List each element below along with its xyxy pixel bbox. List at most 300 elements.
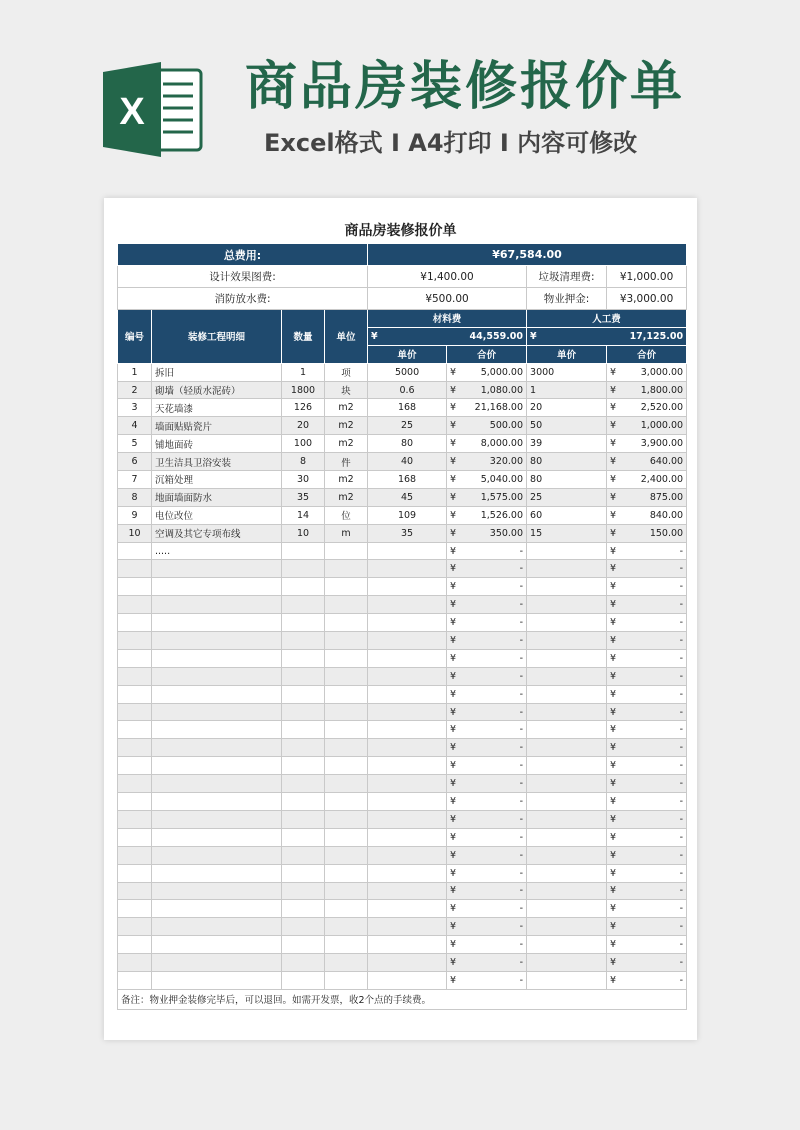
empty-row bbox=[118, 954, 687, 972]
currency-symbol: ¥ bbox=[450, 670, 457, 682]
row-labor-price: 80 bbox=[527, 453, 607, 471]
empty-unit bbox=[325, 649, 368, 667]
empty-material-price bbox=[368, 721, 447, 739]
row-labor-total-value: 640.00 bbox=[649, 456, 684, 468]
header-unit: 单位 bbox=[325, 310, 368, 364]
currency-symbol: ¥ bbox=[610, 491, 617, 503]
empty-material-total-value: - bbox=[519, 849, 524, 861]
header-no: 编号 bbox=[118, 310, 152, 364]
empty-material-total-value: - bbox=[519, 795, 524, 807]
empty-labor-price bbox=[527, 882, 607, 900]
empty-material-price bbox=[368, 614, 447, 632]
empty-material-total bbox=[447, 882, 527, 900]
empty-qty bbox=[282, 542, 325, 560]
empty-detail bbox=[152, 793, 282, 811]
row-labor-total-value: 1,000.00 bbox=[640, 420, 684, 432]
empty-qty bbox=[282, 721, 325, 739]
empty-qty bbox=[282, 793, 325, 811]
empty-material-total bbox=[447, 596, 527, 614]
row-material-price: 40 bbox=[368, 453, 447, 471]
currency-symbol: ¥ bbox=[610, 957, 617, 968]
empty-qty bbox=[282, 667, 325, 685]
empty-labor-total bbox=[607, 918, 687, 936]
row-labor-price: 3000 bbox=[527, 363, 607, 381]
empty-material-price bbox=[368, 918, 447, 936]
row-labor-total bbox=[607, 506, 687, 524]
table-row bbox=[118, 524, 687, 542]
table-row bbox=[118, 471, 687, 489]
empty-material-total-value: - bbox=[519, 634, 524, 646]
empty-material-total bbox=[447, 864, 527, 882]
row-material-price: 168 bbox=[368, 471, 447, 489]
empty-unit bbox=[325, 542, 368, 560]
empty-detail bbox=[152, 757, 282, 775]
row-labor-total bbox=[607, 417, 687, 435]
currency-symbol: ¥ bbox=[610, 760, 617, 772]
currency-symbol: ¥ bbox=[450, 402, 457, 414]
empty-detail bbox=[152, 954, 282, 972]
empty-no bbox=[118, 703, 152, 721]
empty-qty bbox=[282, 703, 325, 721]
empty-material-total-value: - bbox=[519, 706, 524, 718]
table-row bbox=[118, 399, 687, 417]
empty-labor-total-value: - bbox=[679, 957, 684, 968]
row-ellipsis: ..... bbox=[152, 542, 282, 560]
empty-labor-total bbox=[607, 971, 687, 989]
empty-qty bbox=[282, 775, 325, 793]
row-material-price: 5000 bbox=[368, 363, 447, 381]
total-row bbox=[118, 244, 687, 266]
currency-symbol: ¥ bbox=[610, 652, 617, 664]
empty-labor-total-value: - bbox=[679, 974, 684, 986]
row-unit: m2 bbox=[325, 435, 368, 453]
empty-no bbox=[118, 757, 152, 775]
row-labor-total-value: 2,400.00 bbox=[640, 473, 684, 485]
empty-material-price bbox=[368, 793, 447, 811]
currency-symbol: ¥ bbox=[610, 742, 617, 754]
empty-labor-total-value: - bbox=[679, 617, 684, 629]
row-labor-price: 80 bbox=[527, 471, 607, 489]
empty-labor-price bbox=[527, 864, 607, 882]
empty-unit bbox=[325, 775, 368, 793]
empty-unit bbox=[325, 667, 368, 685]
table-row bbox=[118, 488, 687, 506]
empty-labor-price bbox=[527, 667, 607, 685]
empty-material-total bbox=[447, 614, 527, 632]
empty-material-total-value: - bbox=[519, 688, 524, 700]
row-material-price: 25 bbox=[368, 417, 447, 435]
row-material-total bbox=[447, 363, 527, 381]
currency-symbol: ¥ bbox=[450, 849, 457, 861]
empty-labor-price bbox=[527, 775, 607, 793]
currency-symbol: ¥ bbox=[450, 939, 457, 951]
empty-material-total bbox=[447, 828, 527, 846]
empty-material-total bbox=[447, 685, 527, 703]
table-row bbox=[118, 435, 687, 453]
empty-row bbox=[118, 649, 687, 667]
row-material-total bbox=[447, 381, 527, 399]
currency-symbol: ¥ bbox=[450, 724, 457, 736]
info-value: ¥1,400.00 bbox=[368, 266, 527, 288]
empty-labor-total-value: - bbox=[679, 849, 684, 861]
note-row bbox=[118, 989, 687, 1009]
empty-qty bbox=[282, 614, 325, 632]
empty-material-total bbox=[447, 775, 527, 793]
currency-symbol: ¥ bbox=[610, 670, 617, 682]
empty-detail bbox=[152, 828, 282, 846]
empty-no bbox=[118, 810, 152, 828]
row-labor-total-value: 875.00 bbox=[649, 491, 684, 503]
empty-labor-total bbox=[607, 685, 687, 703]
empty-labor-total bbox=[607, 578, 687, 596]
empty-row bbox=[118, 846, 687, 864]
row-material-total bbox=[447, 488, 527, 506]
empty-row bbox=[118, 757, 687, 775]
empty-labor-total bbox=[607, 828, 687, 846]
row-material-total bbox=[447, 524, 527, 542]
row-unit: m2 bbox=[325, 399, 368, 417]
empty-material-price bbox=[368, 667, 447, 685]
empty-labor-total-value: - bbox=[679, 778, 684, 790]
empty-labor-total-value: - bbox=[679, 581, 684, 593]
currency-symbol: ¥ bbox=[610, 885, 617, 897]
row-detail: 沉箱处理 bbox=[152, 471, 282, 489]
currency-symbol: ¥ bbox=[450, 813, 457, 825]
currency-symbol: ¥ bbox=[450, 599, 457, 611]
empty-unit bbox=[325, 882, 368, 900]
table-row bbox=[118, 363, 687, 381]
empty-unit bbox=[325, 900, 368, 918]
empty-detail bbox=[152, 596, 282, 614]
row-no: 6 bbox=[118, 453, 152, 471]
row-labor-price: 1 bbox=[527, 381, 607, 399]
header-row bbox=[118, 310, 687, 328]
row-labor-total bbox=[607, 399, 687, 417]
empty-labor-price bbox=[527, 614, 607, 632]
empty-material-total bbox=[447, 578, 527, 596]
empty-material-price bbox=[368, 971, 447, 989]
empty-labor-total-value: - bbox=[679, 563, 684, 575]
currency-symbol: ¥ bbox=[610, 831, 617, 843]
empty-material-price bbox=[368, 596, 447, 614]
row-labor-total bbox=[607, 435, 687, 453]
currency-symbol: ¥ bbox=[371, 330, 378, 342]
empty-no bbox=[118, 846, 152, 864]
empty-material-total bbox=[447, 936, 527, 954]
empty-detail bbox=[152, 721, 282, 739]
empty-no bbox=[118, 614, 152, 632]
empty-no bbox=[118, 900, 152, 918]
empty-row bbox=[118, 703, 687, 721]
empty-material-total bbox=[447, 954, 527, 972]
empty-material-total-value: - bbox=[519, 957, 524, 968]
empty-labor-total bbox=[607, 900, 687, 918]
empty-row bbox=[118, 936, 687, 954]
empty-row bbox=[118, 721, 687, 739]
empty-material-total-value: - bbox=[519, 563, 524, 575]
currency-symbol: ¥ bbox=[610, 509, 617, 521]
row-labor-total-value: 3,900.00 bbox=[640, 438, 684, 450]
row-material-total-value: 5,040.00 bbox=[480, 473, 524, 485]
empty-no bbox=[118, 739, 152, 757]
empty-no bbox=[118, 918, 152, 936]
currency-symbol: ¥ bbox=[450, 921, 457, 933]
currency-symbol: ¥ bbox=[450, 438, 457, 450]
empty-material-price bbox=[368, 864, 447, 882]
currency-symbol: ¥ bbox=[450, 420, 457, 432]
row-labor-price: 15 bbox=[527, 524, 607, 542]
empty-unit bbox=[325, 918, 368, 936]
currency-symbol: ¥ bbox=[450, 581, 457, 593]
currency-symbol: ¥ bbox=[610, 384, 617, 396]
empty-labor-price bbox=[527, 954, 607, 972]
empty-row bbox=[118, 918, 687, 936]
empty-no bbox=[118, 632, 152, 650]
sheet-title: 商品房装修报价单 bbox=[344, 223, 457, 239]
empty-material-total bbox=[447, 667, 527, 685]
empty-no bbox=[118, 685, 152, 703]
empty-material-total-value: - bbox=[519, 670, 524, 682]
empty-labor-total bbox=[607, 596, 687, 614]
empty-material-total-value: - bbox=[519, 724, 524, 736]
empty-row bbox=[118, 810, 687, 828]
currency-symbol: ¥ bbox=[610, 545, 617, 557]
currency-symbol: ¥ bbox=[610, 813, 617, 825]
empty-material-total bbox=[447, 793, 527, 811]
empty-labor-total-value: - bbox=[679, 885, 684, 897]
empty-labor-price bbox=[527, 721, 607, 739]
empty-material-price bbox=[368, 810, 447, 828]
empty-labor-total-value: - bbox=[679, 545, 684, 557]
empty-no bbox=[118, 775, 152, 793]
row-material-price: 35 bbox=[368, 524, 447, 542]
empty-labor-total-value: - bbox=[679, 599, 684, 611]
info-row bbox=[118, 288, 687, 310]
empty-material-total-value: - bbox=[519, 921, 524, 933]
empty-no bbox=[118, 793, 152, 811]
row-no: 10 bbox=[118, 524, 152, 542]
empty-row bbox=[118, 739, 687, 757]
currency-symbol: ¥ bbox=[610, 438, 617, 450]
row-detail: 铺地面砖 bbox=[152, 435, 282, 453]
empty-labor-total-value: - bbox=[679, 921, 684, 933]
empty-material-total-value: - bbox=[519, 617, 524, 629]
empty-qty bbox=[282, 828, 325, 846]
material-total-cell bbox=[368, 327, 527, 345]
empty-labor-price bbox=[527, 828, 607, 846]
row-qty: 100 bbox=[282, 435, 325, 453]
empty-detail bbox=[152, 632, 282, 650]
empty-material-total bbox=[447, 649, 527, 667]
empty-labor-total-value: - bbox=[679, 742, 684, 754]
currency-symbol: ¥ bbox=[450, 688, 457, 700]
empty-labor-price bbox=[527, 739, 607, 757]
banner-title: 商品房装修报价单 bbox=[245, 57, 686, 117]
row-material-total bbox=[447, 435, 527, 453]
info-label: 设计效果图费: bbox=[118, 266, 368, 288]
row-qty: 126 bbox=[282, 399, 325, 417]
empty-qty bbox=[282, 810, 325, 828]
empty-material-price bbox=[368, 703, 447, 721]
row-labor-price: 25 bbox=[527, 488, 607, 506]
row-material-total-value: 1,575.00 bbox=[480, 491, 524, 503]
empty-qty bbox=[282, 685, 325, 703]
empty-material-price bbox=[368, 632, 447, 650]
currency-symbol: ¥ bbox=[610, 456, 617, 468]
currency-symbol: ¥ bbox=[610, 849, 617, 861]
empty-material-price bbox=[368, 900, 447, 918]
header-qty: 数量 bbox=[282, 310, 325, 364]
empty-labor-price bbox=[527, 936, 607, 954]
header-material: 材料费 bbox=[368, 310, 527, 328]
currency-symbol: ¥ bbox=[610, 563, 617, 575]
empty-labor-total bbox=[607, 882, 687, 900]
row-labor-total-value: 1,800.00 bbox=[640, 384, 684, 396]
row-labor-price: 20 bbox=[527, 399, 607, 417]
row-labor-total bbox=[607, 471, 687, 489]
info-label: 消防放水费: bbox=[118, 288, 368, 310]
empty-detail bbox=[152, 918, 282, 936]
row-unit: 件 bbox=[325, 453, 368, 471]
banner-subtitle: Excel格式 I A4打印 I 内容可修改 bbox=[264, 129, 638, 157]
currency-symbol: ¥ bbox=[450, 563, 457, 575]
table-row bbox=[118, 506, 687, 524]
empty-material-price bbox=[368, 578, 447, 596]
empty-detail bbox=[152, 864, 282, 882]
row-unit: 项 bbox=[325, 363, 368, 381]
empty-row bbox=[118, 542, 687, 560]
empty-labor-total bbox=[607, 739, 687, 757]
empty-detail bbox=[152, 578, 282, 596]
currency-symbol: ¥ bbox=[450, 742, 457, 754]
empty-row bbox=[118, 685, 687, 703]
row-material-total-value: 8,000.00 bbox=[480, 438, 524, 450]
empty-labor-total bbox=[607, 936, 687, 954]
row-unit: m2 bbox=[325, 417, 368, 435]
empty-labor-total bbox=[607, 793, 687, 811]
empty-labor-total bbox=[607, 542, 687, 560]
row-qty: 30 bbox=[282, 471, 325, 489]
empty-detail bbox=[152, 685, 282, 703]
empty-labor-total-value: - bbox=[679, 670, 684, 682]
empty-row bbox=[118, 864, 687, 882]
empty-labor-total bbox=[607, 757, 687, 775]
empty-qty bbox=[282, 882, 325, 900]
row-detail: 电位改位 bbox=[152, 506, 282, 524]
empty-detail bbox=[152, 649, 282, 667]
row-material-price: 80 bbox=[368, 435, 447, 453]
empty-labor-total bbox=[607, 810, 687, 828]
info-value: ¥500.00 bbox=[368, 288, 527, 310]
empty-labor-total-value: - bbox=[679, 939, 684, 951]
empty-labor-total bbox=[607, 632, 687, 650]
empty-labor-total-value: - bbox=[679, 706, 684, 718]
empty-labor-price bbox=[527, 918, 607, 936]
row-material-total bbox=[447, 417, 527, 435]
empty-unit bbox=[325, 757, 368, 775]
empty-no bbox=[118, 649, 152, 667]
empty-unit bbox=[325, 560, 368, 578]
empty-no bbox=[118, 828, 152, 846]
empty-unit bbox=[325, 954, 368, 972]
row-material-price: 0.6 bbox=[368, 381, 447, 399]
header-subtotal: 合价 bbox=[447, 345, 527, 363]
empty-detail bbox=[152, 703, 282, 721]
empty-material-price bbox=[368, 882, 447, 900]
empty-unit bbox=[325, 721, 368, 739]
empty-labor-price bbox=[527, 685, 607, 703]
empty-detail bbox=[152, 846, 282, 864]
empty-material-price bbox=[368, 954, 447, 972]
empty-material-price bbox=[368, 846, 447, 864]
empty-labor-price bbox=[527, 757, 607, 775]
currency-symbol: ¥ bbox=[450, 831, 457, 843]
empty-material-total-value: - bbox=[519, 581, 524, 593]
empty-material-total bbox=[447, 971, 527, 989]
empty-labor-price bbox=[527, 846, 607, 864]
empty-row bbox=[118, 828, 687, 846]
currency-symbol: ¥ bbox=[450, 867, 457, 879]
empty-labor-price bbox=[527, 900, 607, 918]
empty-labor-total bbox=[607, 703, 687, 721]
row-detail: 空调及其它专项布线 bbox=[152, 524, 282, 542]
empty-row bbox=[118, 578, 687, 596]
row-labor-total-value: 2,520.00 bbox=[640, 402, 684, 414]
empty-material-total bbox=[447, 846, 527, 864]
empty-unit bbox=[325, 810, 368, 828]
empty-labor-total-value: - bbox=[679, 831, 684, 843]
empty-no bbox=[118, 542, 152, 560]
excel-logo-icon bbox=[103, 62, 203, 157]
row-material-total bbox=[447, 399, 527, 417]
empty-material-price bbox=[368, 936, 447, 954]
empty-row bbox=[118, 596, 687, 614]
empty-row bbox=[118, 560, 687, 578]
empty-row bbox=[118, 614, 687, 632]
row-labor-total-value: 150.00 bbox=[649, 527, 684, 539]
empty-detail bbox=[152, 900, 282, 918]
empty-qty bbox=[282, 757, 325, 775]
currency-symbol: ¥ bbox=[450, 957, 457, 968]
empty-qty bbox=[282, 632, 325, 650]
empty-unit bbox=[325, 864, 368, 882]
empty-row bbox=[118, 882, 687, 900]
empty-qty bbox=[282, 954, 325, 972]
logo-letter: X bbox=[119, 91, 145, 133]
empty-material-total-value: - bbox=[519, 760, 524, 772]
empty-no bbox=[118, 721, 152, 739]
row-unit: 块 bbox=[325, 381, 368, 399]
row-material-price: 45 bbox=[368, 488, 447, 506]
empty-material-price bbox=[368, 828, 447, 846]
row-material-total bbox=[447, 506, 527, 524]
empty-row bbox=[118, 667, 687, 685]
currency-symbol: ¥ bbox=[450, 778, 457, 790]
empty-labor-total bbox=[607, 864, 687, 882]
empty-material-total bbox=[447, 757, 527, 775]
empty-labor-total-value: - bbox=[679, 795, 684, 807]
empty-labor-total-value: - bbox=[679, 634, 684, 646]
empty-unit bbox=[325, 578, 368, 596]
currency-symbol: ¥ bbox=[530, 330, 537, 342]
empty-material-total-value: - bbox=[519, 939, 524, 951]
empty-qty bbox=[282, 846, 325, 864]
empty-unit bbox=[325, 614, 368, 632]
currency-symbol: ¥ bbox=[450, 634, 457, 646]
row-labor-price: 60 bbox=[527, 506, 607, 524]
empty-labor-total-value: - bbox=[679, 688, 684, 700]
row-material-total-value: 1,080.00 bbox=[480, 384, 524, 396]
